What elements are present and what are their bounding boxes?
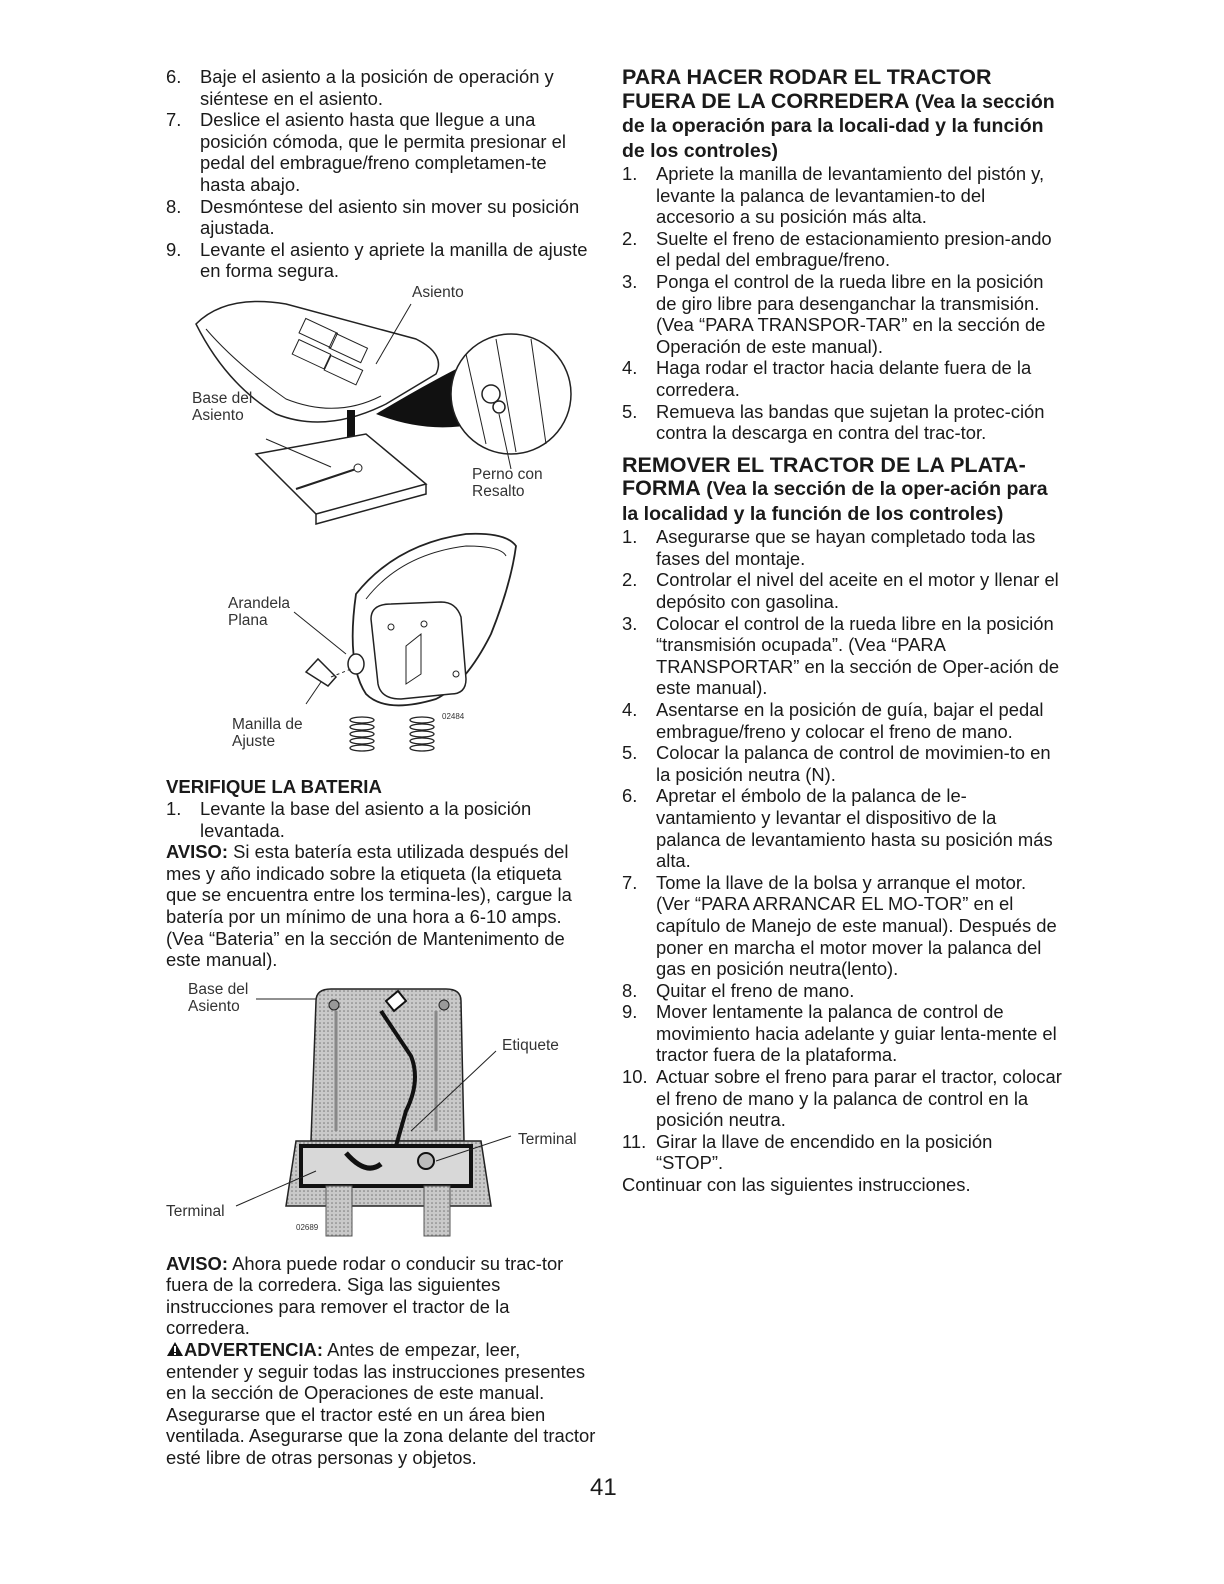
list-item [166,798,596,841]
label-perno-con: Perno con [472,465,543,483]
label-terminal-left: Terminal [166,1202,225,1220]
list-number: 8. [166,195,182,217]
closing-text: Continuar con las siguientes instrucciones. [622,1174,971,1196]
list-number: 2. [622,569,638,591]
list-text: Colocar la palanca de control de movimien-to en la posición neutra (N). [656,742,1051,785]
page-number: 41 [590,1474,617,1501]
label-resalto: Resalto [472,482,525,500]
list-number: 1. [622,163,638,184]
label-base-del: Base del [192,389,253,407]
list-text: Girar la llave de encendido en la posición “STOP”. [656,1130,993,1174]
label-etiquete: Etiquete [502,1036,559,1054]
list-text: Suelte el freno de estacionamiento presion-ando el pedal del embrague/freno. [656,227,1052,271]
list-text: Controlar el nivel del aceite en el motor y llenar el depósito con gasolina. [656,569,1059,612]
seat-illustration [166,284,596,776]
list-item [622,228,1062,271]
list-number: 3. [622,270,638,292]
heading-rodar-tractor: PARA HACER RODAR EL TRACTOR FUERA DE LA CORREDERA (Vea la sección de la operación para la locali-dad y la función de los controles) [622,65,1055,162]
list-item [622,872,1062,980]
label-terminal-right: Terminal [518,1130,577,1148]
heading-remover-tractor: REMOVER EL TRACTOR DE LA PLATA-FORMA (Vea la sección de la oper-ación para la localidad y la función de los controles) [622,452,1048,525]
list-text: Remueva las bandas que sujetan la protec-ción contra la descarga en contra del trac-tor. [656,400,1045,444]
list-text: Tome la llave de la bolsa y arranque el motor. (Ver “PARA ARRANCAR EL MO-TOR” en el capítulo de Manejo de este manual). Después de poner en marcha el motor mover la palanca del gas en posición neutra(lento). [656,871,1057,980]
list-number: 10. [622,1066,648,1088]
label-manilla-de: Manilla de [232,715,303,733]
battery-figure [166,981,596,1247]
list-item [622,742,1062,785]
list-number: 7. [622,871,638,893]
aviso-tractor: AVISO: Ahora puede rodar o conducir su trac-tor fuera de la corredera. Siga las siguientes instrucciones para remover el tractor de la corredera. [166,1252,564,1339]
list-text: Asentarse en la posición de guía, bajar el pedal embrague/freno y colocar el freno de mano. [656,698,1044,742]
seat-steps [166,66,596,282]
list-number: 9. [622,1001,638,1023]
list-item [622,401,1062,444]
right-column [622,66,1062,1196]
list-item [622,569,1062,612]
list-number: 1. [166,797,182,819]
list-number: 2. [622,227,638,249]
list-item [166,239,596,282]
list-text: Colocar el control de la rueda libre en la posición “transmisión ocupada”. (Vea “PARA TRANSPORTAR” en la sección de Oper-ación de este manual). [656,612,1060,699]
warning-icon [166,1341,184,1357]
list-text: Apretar el émbolo de la palanca de le-vantamiento y levantar el dispositivo de la palanca de levantamiento hasta su posición más alta. [656,785,1053,872]
list-item [622,163,1062,228]
list-item [622,785,1062,871]
list-number: 6. [166,66,182,87]
list-number: 5. [622,742,638,764]
label-arandela: Arandela [228,594,291,612]
label-battery-base-del: Base del [188,980,249,998]
list-item [622,1131,1062,1174]
list-text: Ponga el control de la rueda libre en la posición de giro libre para desenganchar la transmisión. (Vea “PARA TRANSPOR-TAR” en la sección de Operación de este manual). [656,270,1046,357]
list-text: Levante la base del asiento a la posición levantada. [200,797,532,841]
battery-illustration [166,981,596,1247]
list-item [622,699,1062,742]
list-item [622,613,1062,699]
list-text: Asegurarse que se hayan completado toda las fases del montaje. [656,526,1036,569]
label-asiento: Asiento [412,283,464,301]
seat-figure [166,284,596,776]
list-text: Actuar sobre el freno para parar el tractor, colocar el freno de mano y la palanca de control en la posición neutra. [656,1066,1062,1131]
label-base-asiento: Asiento [192,406,244,424]
list-item [166,66,596,109]
list-item [622,271,1062,357]
label-battery-asiento: Asiento [188,997,240,1015]
list-item [622,357,1062,400]
list-item [166,109,596,195]
list-number: 8. [622,979,638,1001]
rodar-steps [622,163,1062,444]
list-number: 1. [622,526,638,548]
list-text: Haga rodar el tractor hacia delante fuera de la corredera. [656,357,1032,400]
battery-steps [166,798,596,841]
list-number: 11. [622,1130,647,1152]
list-number: 6. [622,785,638,807]
list-text: Apriete la manilla de levantamiento del pistón y, levante la palanca de levantamien-to del accesorio a su posición más alta. [656,163,1045,228]
label-ajuste: Ajuste [232,732,276,750]
battery-figure-code: 02689 [296,1222,319,1232]
list-text: Levante el asiento y apriete la manilla de ajuste en forma segura. [200,238,588,282]
list-item [166,196,596,239]
list-text: Desmóntese del asiento sin mover su posición ajustada. [200,195,580,239]
list-text: Baje el asiento a la posición de operación y siéntese en el asiento. [200,66,554,109]
list-item [622,980,1062,1002]
list-number: 9. [166,238,182,260]
list-number: 4. [622,357,638,379]
list-item [622,1066,1062,1131]
list-text: Quitar el freno de mano. [656,979,855,1001]
list-text: Mover lentamente la palanca de control de movimiento hacia adelante y guiar lenta-mente el tractor fuera de la plataforma. [656,1001,1057,1066]
list-item [622,1001,1062,1066]
list-item [622,526,1062,569]
figure-code: 02484 [442,711,465,721]
advertencia: ADVERTENCIA: Antes de empezar, leer, entender y seguir todas las instrucciones presentes en la sección de Operaciones de este manual. Asegurarse que el tractor esté en un área bien ventilada. Asegurarse que la zona delante del tractor esté libre de otras personas y objetos. [166,1339,596,1469]
list-number: 5. [622,400,638,422]
list-number: 7. [166,109,182,131]
aviso-battery: AVISO: Si esta batería esta utilizada después del mes y año indicado sobre la etiqueta (la etiqueta que se encuentra entre los termina-les), cargue la batería por un mínimo de una hora a 6-10 amps. (Vea “Bateria” en la sección de Mantenimento de este manual). [166,841,572,971]
left-column [166,66,596,1469]
list-number: 4. [622,698,638,720]
list-text: Deslice el asiento hasta que llegue a una posición cómoda, que le permita presionar el pedal del embrague/freno completamen-te hasta abajo. [200,109,566,195]
list-number: 3. [622,612,638,634]
label-plana: Plana [228,611,268,629]
remover-steps [622,526,1062,1174]
battery-heading: VERIFIQUE LA BATERIA [166,775,382,797]
